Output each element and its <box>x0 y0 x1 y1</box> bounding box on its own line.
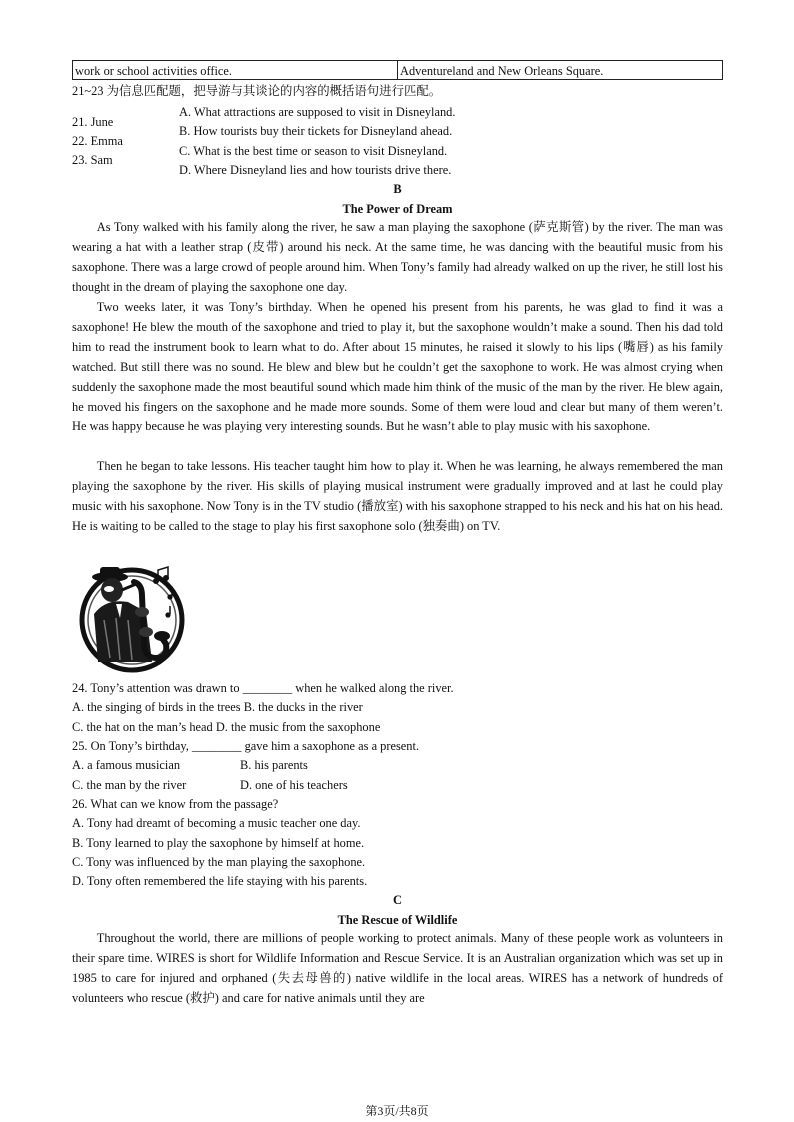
question-25: 25. On Tony’s birthday, ________ gave him a saxophone as a present. <box>72 739 420 753</box>
question-26-option-b: B. Tony learned to play the saxophone by himself at home. <box>72 836 365 850</box>
question-24-options-ab: A. the singing of birds in the trees B. the ducks in the river <box>72 700 363 714</box>
section-letter-b: B <box>393 182 402 196</box>
section-letter-c: C <box>393 893 402 907</box>
question-25-option-d: D. one of his teachers <box>240 778 348 792</box>
matching-option: B. How tourists buy their tickets for Disneyland ahead. <box>179 124 453 138</box>
section-title-b: The Power of Dream <box>342 202 453 216</box>
table-cell-left: work or school activities office. <box>73 61 398 79</box>
question-25-option-c: C. the man by the river <box>72 778 187 792</box>
question-24-options-cd: C. the hat on the man’s head D. the music from the saxophone <box>72 720 381 734</box>
saxophone-player-icon <box>76 562 188 674</box>
matching-option: C. What is the best time or season to visit Disneyland. <box>179 144 448 158</box>
question-26-option-d: D. Tony often remembered the life staying with his parents. <box>72 874 368 888</box>
question-26: 26. What can we know from the passage? <box>72 797 279 811</box>
matching-instruction: 21~23 为信息匹配题，把导游与其谈论的内容的概括语句进行匹配。 <box>72 84 442 98</box>
paragraph-1: As Tony walked with his family along the river, he saw a man playing the saxophone (萨克斯管) by the river. The man was wearing a hat with a leather strap (皮带) around his neck. At the same time, he was dancing with the beautiful music from his saxophone. There was a large crowd of people around him. When Tony’s family had already walked on up the river, he still lost his thought in the dream of playing the saxophone one day. <box>72 220 723 294</box>
question-24: 24. Tony’s attention was drawn to ________ when he walked along the river. <box>72 681 454 695</box>
matching-option: A. What attractions are supposed to visit in Disneyland. <box>179 105 456 119</box>
matching-name: 21. June <box>72 115 114 129</box>
paragraph-3: Then he began to take lessons. His teacher taught him how to play it. When he was learning, he always remembered the man playing the saxophone by the river. His skills of playing musical instrument were gradually improved and at last he could play music with his saxophone. Now Tony is in the TV studio (播放室) with his saxophone strapped to his neck and his hat on his head. He is waiting to be called to the stage to play his first saxophone solo (独奏曲) on TV. <box>72 459 723 533</box>
matching-name: 23. Sam <box>72 153 113 167</box>
paragraph-c-1: Throughout the world, there are millions of people working to protect animals. Many of these people work as volunteers in their spare time. WIRES is short for Wildlife Information and Rescue Service. It is an Australian organization which was set up in 1985 to care for injured and orphaned (失去母兽的) native wildlife in the local areas. WIRES has a network of hundreds of volunteers who rescue (救护) and care for native animals until they are <box>72 931 723 1005</box>
matching-option: D. Where Disneyland lies and how tourists drive there. <box>179 163 452 177</box>
question-25-option-b: B. his parents <box>240 758 308 772</box>
paragraph-2: Two weeks later, it was Tony’s birthday. When he opened his present from his parents, he was glad to find it was a saxophone! He blew the mouth of the saxophone and tried to play it, but the saxophone wouldn’t make a sound. Then his dad told him to read the instrument book to learn what to do. After about 15 minutes, he raised it slowly to his lips (嘴唇) as his family watched. But still there was no sound. He blew and blew but he couldn’t get the saxophone to work. He was almost crying when suddenly the saxophone made the most beautiful sound which made him think of the music of the man by the river. He blew again, he moved his fingers on the saxophone and he made more sounds. Some of them were loud and clear but many of them weren’t. He was happy because he was playing very interesting sounds. But he wasn’t able to play music with his saxophone. <box>72 300 723 434</box>
question-26-option-c: C. Tony was influenced by the man playing the saxophone. <box>72 855 366 869</box>
page-footer: 第3页/共8页 <box>365 1104 429 1118</box>
question-26-option-a: A. Tony had dreamt of becoming a music teacher one day. <box>72 816 361 830</box>
question-25-option-a: A. a famous musician <box>72 758 181 772</box>
table-cell-right: Adventureland and New Orleans Square. <box>400 64 604 78</box>
matching-name: 22. Emma <box>72 134 123 148</box>
section-title-c: The Rescue of Wildlife <box>337 913 458 927</box>
info-table-row <box>72 60 723 80</box>
